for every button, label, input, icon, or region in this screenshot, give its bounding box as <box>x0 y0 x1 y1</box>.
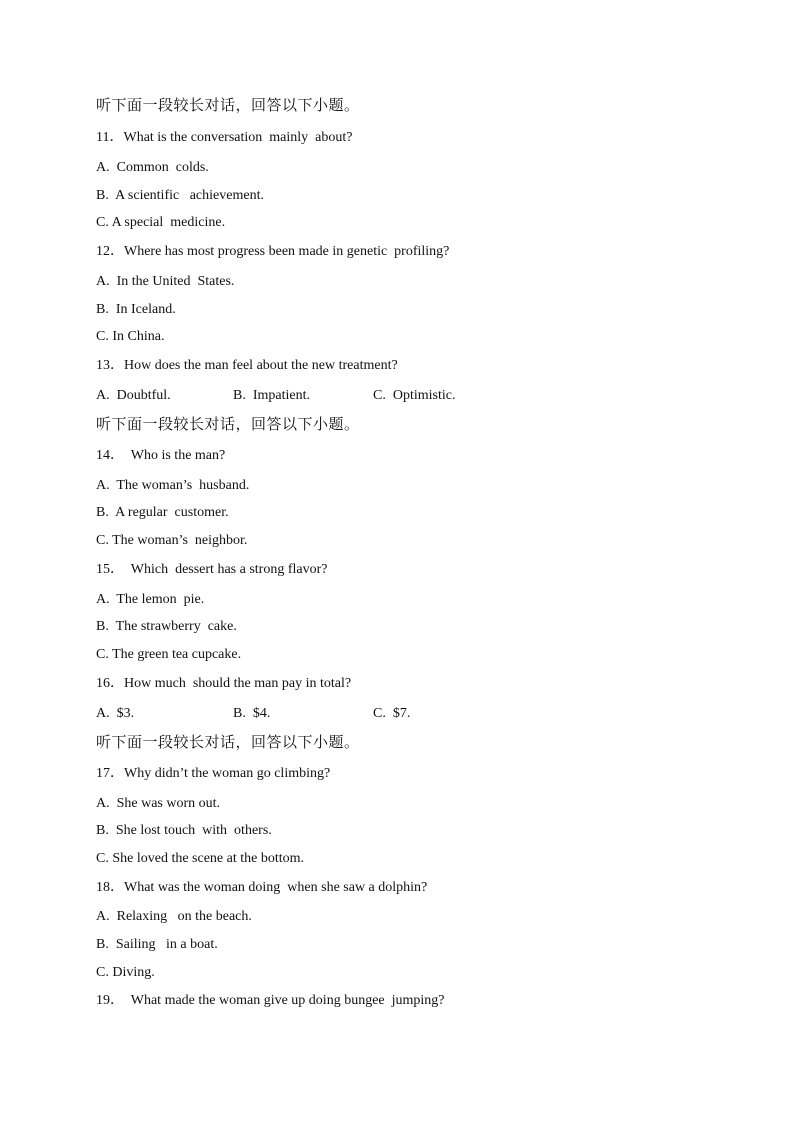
question-11-option-c: C. A special medicine. <box>96 215 226 230</box>
question-13-option-c: C. Optimistic. <box>373 388 456 403</box>
question-15-option-b: B. The strawberry cake. <box>96 619 237 634</box>
question-16-option-b: B. $4. <box>233 706 271 721</box>
question-17-option-a: A. She was worn out. <box>96 796 221 811</box>
question-12-stem: 12．Where has most progress been made in genetic profiling? <box>96 244 450 259</box>
question-16-option-a: A. $3. <box>96 706 135 721</box>
question-18-option-a: A. Relaxing on the beach. <box>96 909 252 924</box>
section-heading: 听下面一段较长对话，回答以下小题。 <box>96 96 360 114</box>
question-19-stem: 19． What made the woman give up doing bungee jumping? <box>96 993 445 1008</box>
question-14-stem: 14． Who is the man? <box>96 448 226 463</box>
question-17-option-b: B. She lost touch with others. <box>96 823 272 838</box>
question-14-option-a: A. The woman’s husband. <box>96 478 250 493</box>
question-15-option-a: A. The lemon pie. <box>96 592 205 607</box>
question-12-option-a: A. In the United States. <box>96 274 235 289</box>
question-13-option-a: A. Doubtful. <box>96 388 171 403</box>
question-14-option-c: C. The woman’s neighbor. <box>96 533 248 548</box>
question-12-option-b: B. In Iceland. <box>96 302 176 317</box>
question-13-stem: 13．How does the man feel about the new treatment? <box>96 358 398 373</box>
question-17-option-c: C. She loved the scene at the bottom. <box>96 851 305 866</box>
question-13-option-b: B. Impatient. <box>233 388 310 403</box>
question-12-option-c: C. In China. <box>96 329 165 344</box>
question-11-option-b: B. A scientific achievement. <box>96 188 264 203</box>
question-11-option-a: A. Common colds. <box>96 160 209 175</box>
question-16-stem: 16．How much should the man pay in total? <box>96 676 352 691</box>
section-heading: 听下面一段较长对话，回答以下小题。 <box>96 733 360 751</box>
question-18-stem: 18．What was the woman doing when she saw a dolphin? <box>96 880 428 895</box>
question-17-stem: 17．Why didn’t the woman go climbing? <box>96 766 331 781</box>
question-15-stem: 15． Which dessert has a strong flavor? <box>96 562 328 577</box>
question-11-stem: 11．What is the conversation mainly about? <box>96 130 353 145</box>
question-16-option-c: C. $7. <box>373 706 411 721</box>
question-15-option-c: C. The green tea cupcake. <box>96 647 242 662</box>
question-18-option-b: B. Sailing in a boat. <box>96 937 218 952</box>
section-heading: 听下面一段较长对话，回答以下小题。 <box>96 415 360 433</box>
question-18-option-c: C. Diving. <box>96 965 155 980</box>
question-14-option-b: B. A regular customer. <box>96 505 229 520</box>
